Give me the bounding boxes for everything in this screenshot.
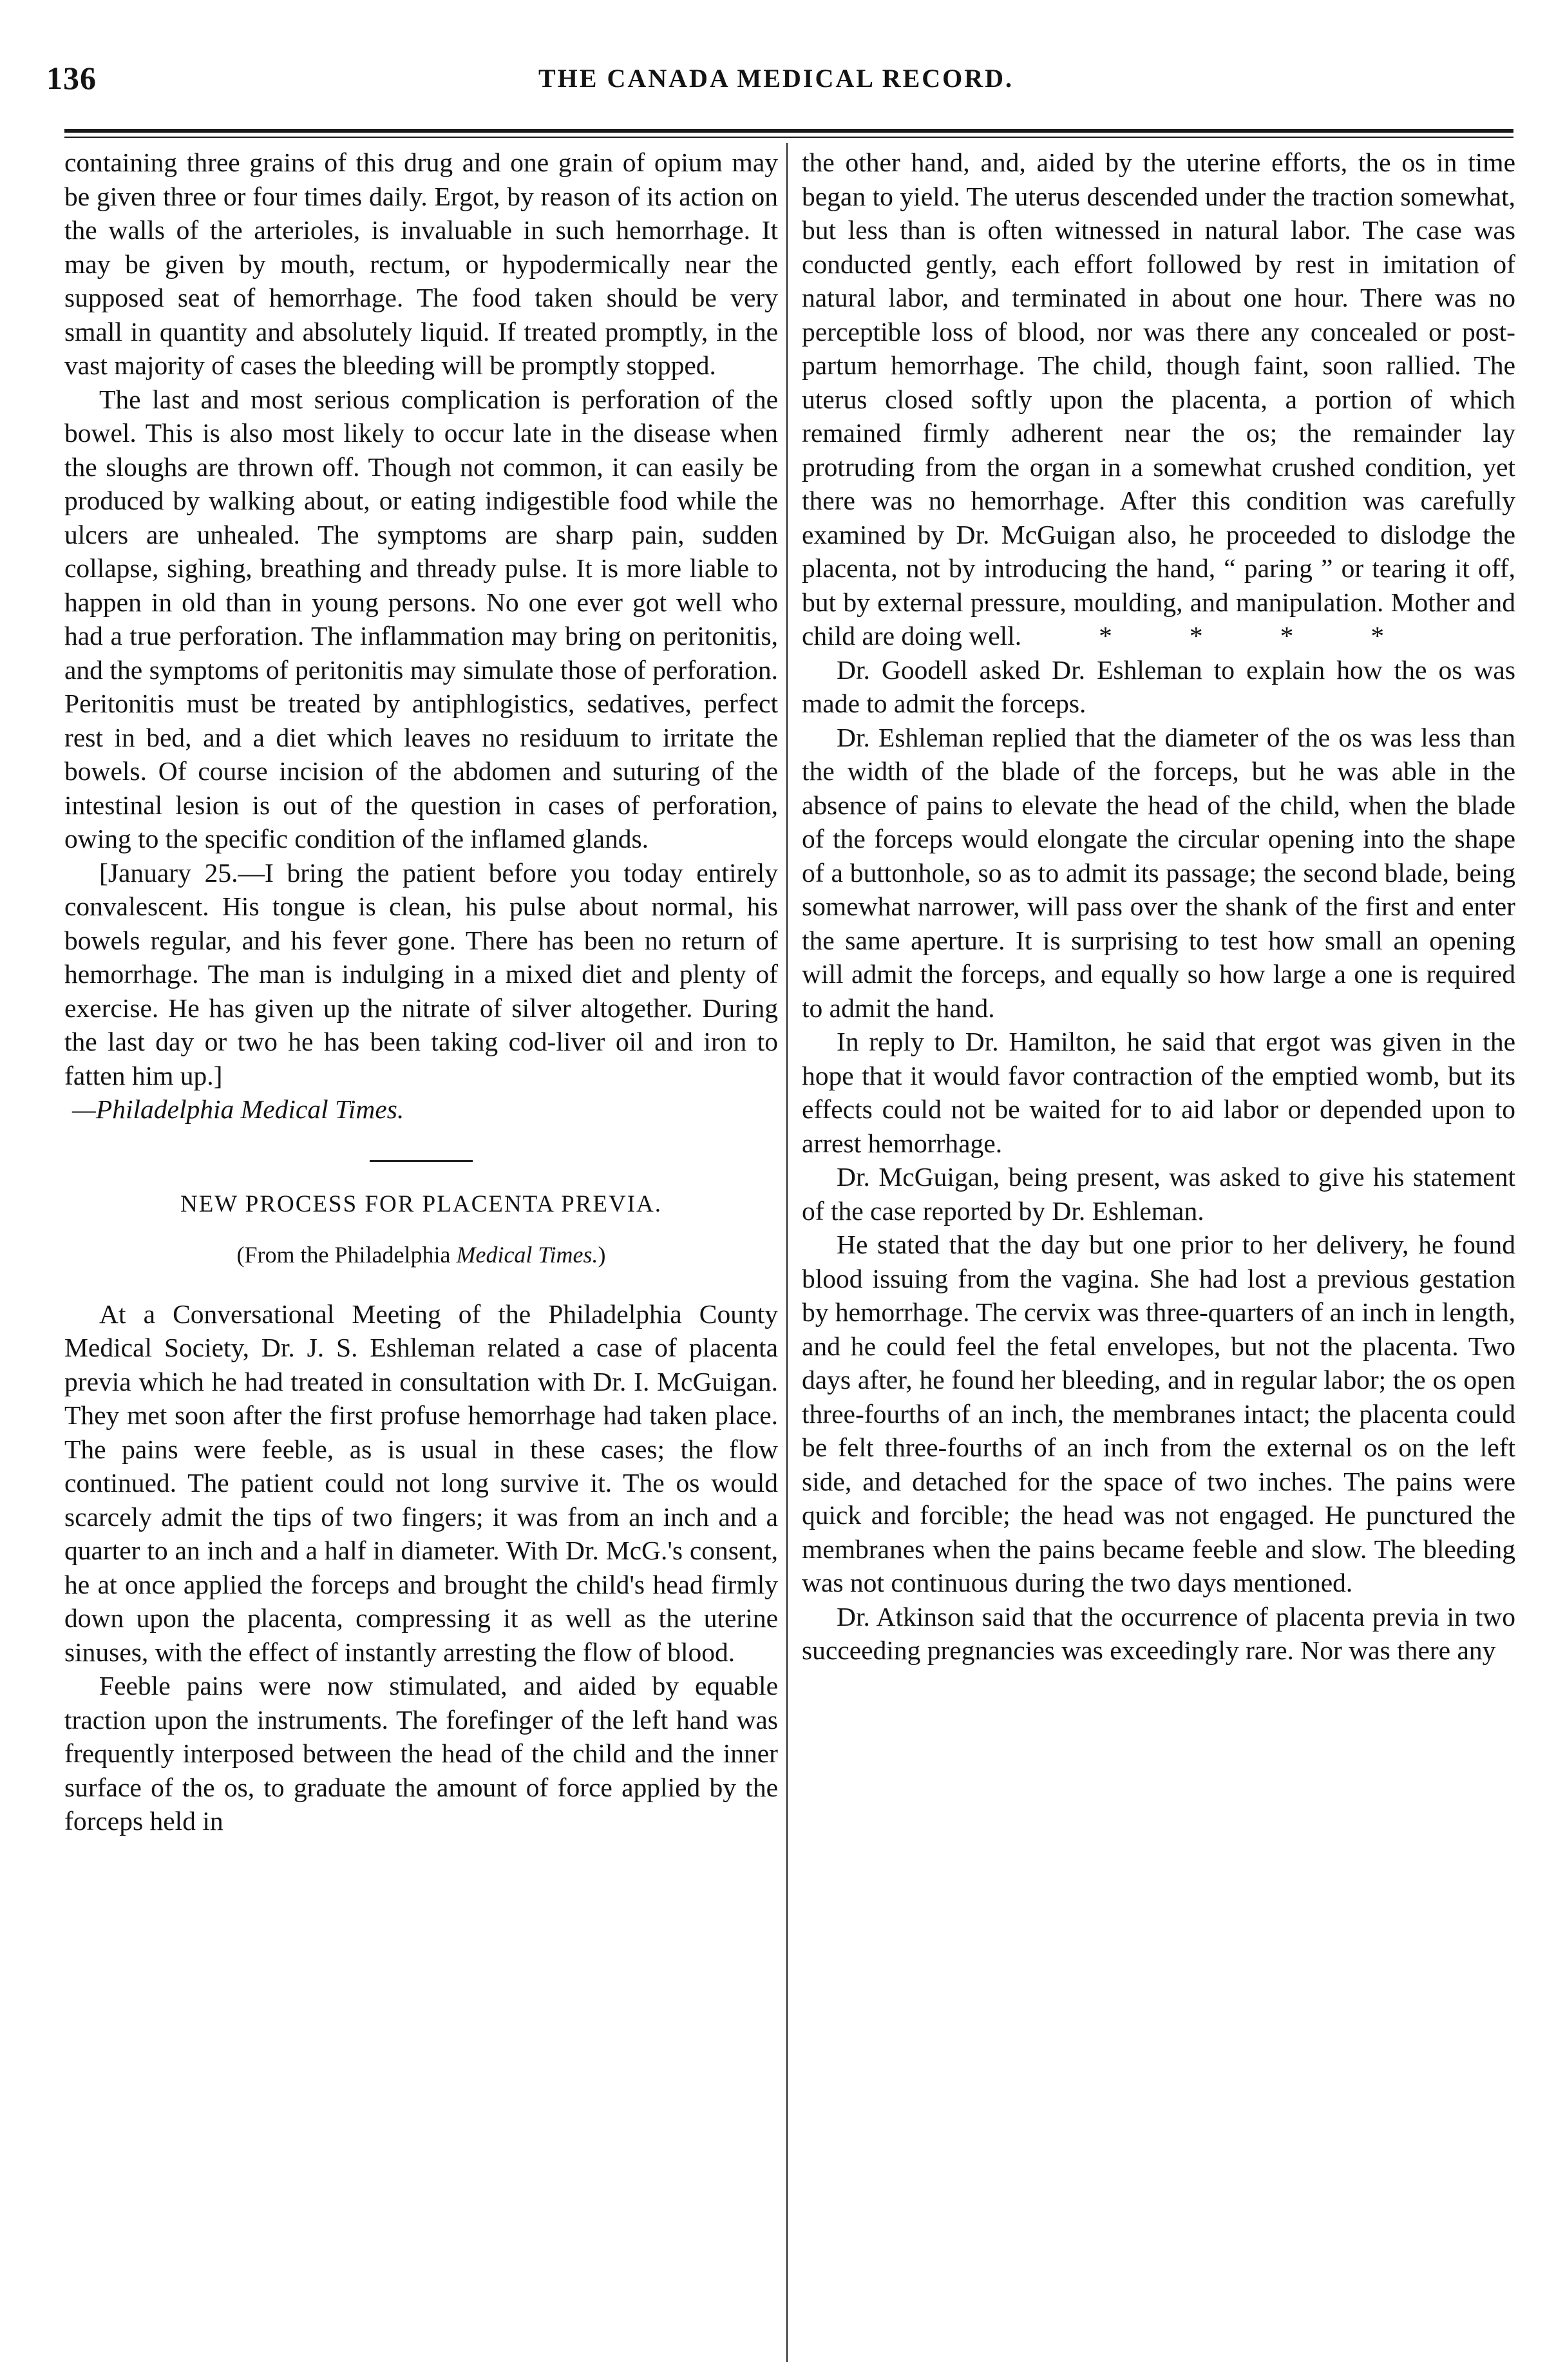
star-4: * (1371, 621, 1385, 651)
left-paragraph-4: At a Conversational Meeting of the Philadelphia County Medical Society, Dr. J. S. Eshleman related a case of placenta previa which he had treated in consultation with Dr. I. McGuigan. They met soon after the first profuse hemorrhage had taken place. The pains were feeble, as is usual in these cases; the flow continued. The patient could not long survive it. The os would scarcely admit the tips of two fingers; it was from an inch and a quarter to an inch and a half in diameter. With Dr. McG.'s consent, he at once applied the forceps and brought the child's head firmly down upon the placenta, compressing it as well as the uterine sinuses, with the effect of instantly arresting the flow of blood. (64, 1299, 778, 1667)
left-paragraph-2: The last and most serious complication is perforation of the bowel. This is also most likely to occur late in the disease when the sloughs are thrown off. Though not common, it can easily be produced by walking about, or eating indigestible food while the ulcers are unhealed. The symptoms are sharp pain, sudden collapse, sighing, breathing and thready pulse. It is more liable to happen in old than in young persons. No one ever got well who had a true perforation. The inflammation may bring on peritonitis, and the symptoms of peritonitis may simulate those of perforation. Peritonitis must be treated by antiphlogistics, sedatives, perfect rest in bed, and a diet which leaves no residuum to irritate the bowels. Of course incision of the abdomen and suturing of the intestinal lesion is out of the question in cases of perforation, owing to the specific condition of the inflamed glands. (64, 384, 778, 853)
section-break-stars (1021, 621, 1384, 651)
source-note (64, 1238, 778, 1271)
right-paragraph-1-text: the other hand, and, aided by the uterine efforts, the os in time began to yield. The uterus descended under the traction somewhat, but less than is often witnessed in natural labor. The case was conducted gently, each effort followed by rest in imitation of natural labor, and terminated in about one hour. There was no perceptible loss of blood, nor was there any concealed or post-partum hemorrhage. The child, though faint, soon rallied. The uterus closed softly upon the placenta, a portion of which remained firmly adherent near the os; the remainder lay protruding from the organ in a somewhat crushed condition, yet there was no hemorrhage. After this condition was carefully examined by Dr. McGuigan also, he proceeded to dislodge the placenta, not by introducing the hand, “ paring ” or tearing it off, but by external pressure, moulding, and manipulation. Mother and child are doing well. (802, 148, 1515, 651)
left-paragraph-1: containing three grains of this drug and one grain of opium may be given three or four times daily. Ergot, by reason of its action on the walls of the arterioles, is invaluable in such hemorrhage. It may be given by mouth, rectum, or hypodermically near the supposed seat of hemorrhage. The food taken should be very small in quantity and absolutely liquid. If treated promptly, in the vast majority of cases the bleeding will be promptly stopped. (64, 148, 778, 380)
right-paragraph-6: He stated that the day but one prior to her delivery, he found blood issuing from the vagina. She had lost a previous gestation by hemorrhage. The cervix was three-quarters of an inch in length, and he could feel the fetal envelopes, but not the placenta. Two days after, he found her bleeding, and in regular labor; the os open three-fourths of an inch, the membranes intact; the placenta could be felt three-fourths of an inch from the external os on the left side, and detached for the space of two inches. The pains were quick and forcible; the head was not engaged. He punctured the membranes when the pains became feeble and slow. The bleeding was not continuous during the two days mentioned. (802, 1230, 1515, 1597)
star-2: * (1189, 621, 1203, 651)
star-1: * (1099, 621, 1112, 651)
star-3: * (1280, 621, 1294, 651)
column-divider (786, 143, 788, 2362)
header-rule-thin (64, 137, 1513, 138)
right-paragraph-3: Dr. Eshleman replied that the diameter of the os was less than the width of the blade of the forceps, but he was able in the absence of pains to elevate the head of the child, when the blade of the forceps would elongate the circular opening into the shape of a buttonhole, so as to admit its passage; the second blade, being somewhat narrower, will pass over the shank of the first and enter the same aperture. It is surprising to test how small an opening will admit the forceps, and equally so how large a one is required to admit the hand. (802, 722, 1515, 1023)
article-attribution: —Philadelphia Medical Times. (72, 1094, 404, 1124)
section-heading: NEW PROCESS FOR PLACENTA PREVIA. (180, 1190, 663, 1217)
right-paragraph-5: Dr. McGuigan, being present, was asked to give his statement of the case reported by Dr. Eshleman. (802, 1162, 1515, 1226)
page-header (39, 39, 1513, 109)
right-paragraph-1 (802, 146, 1515, 653)
running-title: THE CANADA MEDICAL RECORD. (538, 64, 1014, 93)
left-paragraph-3: [January 25.—I bring the patient before you today entirely convalescent. His tongue is clean, his pulse about normal, his bowels regular, and his fever gone. There has been no return of hemorrhage. The man is indulging in a mixed diet and plenty of exercise. He has given up the nitrate of silver altogether. During the last day or two he has been taking cod-liver oil and iron to fatten him up.] (64, 857, 778, 1090)
right-column (802, 146, 1515, 2361)
right-paragraph-2: Dr. Goodell asked Dr. Eshleman to explain how the os was made to admit the forceps. (802, 654, 1515, 718)
section-rule (370, 1160, 473, 1162)
source-note-journal: Medical Times. (456, 1241, 598, 1268)
right-paragraph-4: In reply to Dr. Hamilton, he said that ergot was given in the hope that it would favor contraction of the emptied womb, but its effects could not be waited for to aid labor or depended upon to arrest hemorrhage. (802, 1027, 1515, 1158)
left-paragraph-5: Feeble pains were now stimulated, and aided by equable traction upon the instruments. The forefinger of the left hand was frequently interposed between the head of the child and the inner surface of the os, to graduate the amount of force applied by the forceps held in (64, 1671, 778, 1836)
source-note-suffix: ) (598, 1241, 606, 1268)
left-column (64, 146, 778, 2361)
right-paragraph-7: Dr. Atkinson said that the occurrence of placenta previa in two succeeding pregnancies was exceedingly rare. Nor was there any (802, 1601, 1515, 1665)
source-note-prefix: (From the Philadelphia (236, 1241, 457, 1268)
page-number: 136 (46, 60, 97, 96)
header-rule-thick (64, 129, 1513, 133)
